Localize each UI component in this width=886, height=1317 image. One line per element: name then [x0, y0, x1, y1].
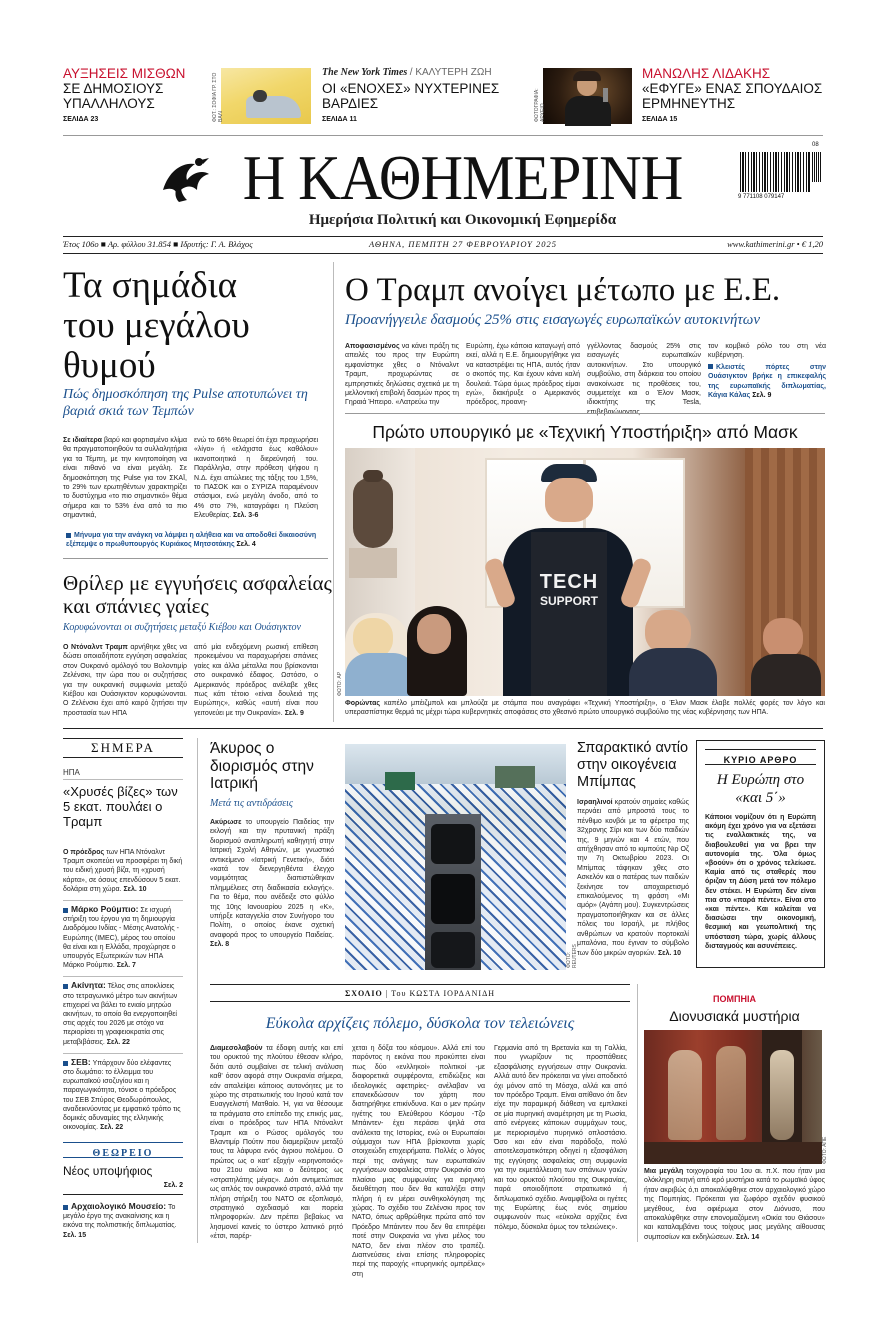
barcode-issue: 08	[812, 142, 819, 148]
lead-in: Ισραηλινοί	[577, 799, 613, 806]
editorial-title[interactable]: Η Ευρώπη στο «και 5΄»	[716, 772, 805, 806]
website-price[interactable]: www.kathimerini.gr • € 1,20	[727, 239, 823, 249]
bibas-funeral-photo	[345, 744, 566, 970]
divider	[210, 984, 630, 985]
comment-header: ΣΧΟΛΙΟ | Του ΚΩΣΤΑ ΙΟΡΔΑΝΙΔΗ	[345, 989, 495, 998]
body-text: γγέλλοντας δασμούς 25% στις εισαγωγές ευρωπαϊκών αυτοκινήτων. Στο υπουργικό συμβούλιο, στη διάρκεια του οποίου ανακοίνωσε τις προθέσεις του, συμμετείχε και ο Έλον Μασκ, ιδιοκτήτης της Tesla,	[587, 343, 701, 407]
photo-credit: ΦΩΤΟΓΡΑΦΙΑ: ΑΡΧΕΙΟ	[534, 88, 546, 122]
today-section: ΗΠΑ	[63, 768, 80, 777]
body-text: Γερμανία από τη Βρετανία και τη Γαλλία, που γνωρίζουν τις προσπάθειες εξασφάλισης εγγυήσεων στην Ουκρανία. Αλλά αυτό δεν πρόκειται να γίνει αποδεκτό όχι μόνον από τη Μόσχα, αλλά και από τον πρόεδρο Τραμπ. Είναι απίθανο ότι δεν είχε την παραμικρή διάθεση να εμπλακεί σε μία πυρηνική αναμέτρηση με τη Ρωσία, από ενέργειες κάποιων συμμάχων τους, με περιορισμένο πυρηνικό οπλοστάσιο. Όσο και εάν είναι παράδοξο, πολύ αποτελεσματικότερη οδηγεί η εξασφάλιση της εγγύησης ασφαλείας στη συμφωνία για την εκμετάλλευση των σπάνιων γαιών και του ορυκτού πλούτου της Ουκρανίας, παρά οποιοδήποτε στρατιωτικό ή διπλωματικό σχέδιο. Αναμφίβολα οι ηγέτες της Ευρώπης έως ενός σημείου συμφωνούν πως «εύκολα αρχίζεις ένα πόλεμο, δύσκολα όμως τον τελειώνεις».	[494, 1045, 627, 1231]
pompeii-kicker: ΠΟΜΠΗΙΑ	[713, 994, 756, 1004]
item-text: Το μεγάλο έργο της ανακαίνισης και η εικόνα της πολιτιστικής διπλωματίας.	[63, 1204, 177, 1230]
surgery-headline[interactable]: Άκυρος ο διορισμός στην Ιατρική	[210, 740, 314, 792]
divider	[63, 728, 823, 729]
body-text: βαρύ και φορτισμένο κλίμα θα πραγματοποιηθούν τα συλλαλητήρια για τα Τέμπη, με την κινητοποίηση να είναι πιθανό να είναι μεγάλη. Σε δημοσκόπηση της Pulse για τον ΣΚΑΪ, το 29% των ερωτηθέντων χαρακτηρίζει το δυστύχημα «το πιο σημαντικό» θέμα σήμερα και το 53% ένα από τα πιο σημαντικά,	[63, 437, 187, 520]
divider	[63, 253, 823, 254]
teaser-page: ΣΕΛΙΔΑ 23	[63, 116, 99, 123]
comment-label: ΣΧΟΛΙΟ	[345, 989, 383, 998]
minerals-subtitle: Κορυφώνονται οι συζητήσεις μεταξύ Κιέβου και Ουάσιγκτον	[63, 622, 301, 633]
bullet-icon	[63, 908, 68, 913]
page-ref[interactable]: Σελ. 8	[210, 941, 230, 949]
page-ref: Σελ. 10	[123, 885, 147, 893]
teaser-nyt-photo	[221, 68, 311, 124]
bullet-text: Μήνυμα για την ανάγκη να λάμψει η αλήθεια και να αποδοθεί δικαιοσύνη εξέπεμψε ο πρωθυπουργός Κυριάκος Μητσοτάκης	[66, 532, 317, 548]
divider	[210, 1001, 630, 1002]
israel-body	[577, 798, 689, 970]
body-text: ενώ το 66% θεωρεί ότι έχει προχωρήσει «λίγο» ή «ελάχιστα έως καθόλου» ικανοποιητικά η διερεύνησή του. Παράλληλα, στην πρόθεση ψήφου η Ν.Δ. έχει απώλειες της τάξης του 1,5%, το ΠΑΣΟΚ και ο ΣΥΡΙΖΑ παραμένουν στάσιμοι, ενώ μεγάλη άνοδο, από το 4% στο 7%, καταγράφει η Πλεύση Ελευθερίας.	[194, 437, 318, 520]
today-item[interactable]	[63, 905, 183, 970]
lead-in: Ο Ντόναλντ Τραμπ	[63, 644, 128, 651]
editorial-body: Κάποιοι νομίζουν ότι η Ευρώπη ακόμη έχει χρόνο για να εξετάσει τις εναλλακτικές της, να διαβουλευθεί για να βρει την αυτονομία της. Όλα όμως «βοούν» ότι ο χρόνος τελείωσε. Καμία από τις σταθερές που όριζαν τη Δύση μετά τον πόλεμο δεν στέκει. Η Ευρώπη δεν είναι πια στο «παρά πέντε». Είναι στο «και πέντε». Και καλείται να διασώσει την οικονομική, θεσμική και γεωπολιτική της υπόσταση τώρα, χωρίς άλλους δισταγμούς και ασυνέπειες.	[705, 814, 816, 950]
trump-col4	[708, 342, 826, 408]
body-text: από μία ενδεχόμενη ρωσική επίθεση προκειμένου να παραχωρήσει σπάνιες γαίες και άλλα μέταλλα που βρίσκονται στο ουκρανικό έδαφος. Ωστόσο, ο Αμερικανός πρόεδρος ανέλαβε χθες πως κάτι τέτοιο «είναι δουλειά της Ευρώπης», καθώς «αυτή είναι που γειτονεύει με την Ουκρανία».	[194, 644, 318, 717]
body-text: να κάνει πράξη τις απειλές του προς την Ευρώπη εμφανίστηκε χθες ο Ντόναλντ Τραμπ, προχωρώντας σε εμπρηστικές δηλώσεις σχετικά με τη μελλοντική επιβολή δασμών προς τη Γηραιά Ήπειρο. «Λατρεύω την	[345, 343, 459, 407]
teaser-lidakis-photo	[543, 68, 632, 124]
bullet-icon	[63, 1061, 68, 1066]
lead-in: Ο πρόεδρος	[63, 849, 105, 856]
photo-credit: ΦΩΤΟ: REUTERS	[566, 944, 578, 968]
column-divider	[197, 738, 198, 1243]
trump-col3	[587, 342, 701, 408]
item-text: Υπάρχουν δύο ελέφαντες στο δωμάτιο: το έλλειμμα του ευρωπαϊκού ισοζυγίου και η παραγωγικότητα, τόνισε ο πρόεδρος του ΣΕΒ Σπύρος Θεοδωρόπουλος, αναδεικνύοντας με εμφατικό τρόπο τις δομικές αδυναμίες της ελληνικής οικονομίας.	[63, 1059, 181, 1132]
today-item[interactable]	[63, 1058, 183, 1133]
teaser-kicker: ΑΥΞΗΣΕΙΣ ΜΙΣΘΩΝ	[63, 66, 186, 81]
poll-headline[interactable]: Τα σημάδια του μεγάλου θυμού	[63, 265, 250, 386]
today-headline[interactable]: «Χρυσές βίζες» των 5 εκατ. πουλάει ο Τραμπ	[63, 784, 178, 829]
teaser-kicker: ΜΑΝΩΛΗΣ ΛΙΔΑΚΗΣ	[642, 66, 771, 81]
barcode	[738, 142, 822, 206]
masthead-info-bar	[63, 239, 823, 251]
body-text: χεται η δόξα του κόσμου». Αλλά επί του παρόντος η εικόνα που προκύπτει είναι πως δύο «ενλληκοί» πολιτικοί -με διαφορετικά συμφέροντα, επιδιώξεις και ιδεολογικές αφετηρίες- ανέλαβαν να επανεκδώσουν τον χάρτη που διατηρήθηκε επικίνδυνα. Και ο μεν πρώην ηγέτης του Ελεύθερου Κόσμου -Τζο Μπάιντεν- έχει περάσει ψηλά στα ανάλεκτα της Ιστορίας, ενώ οι Ευρωπαίοι σύμμαχοι των ΗΠΑ βρίσκονται χωρίς στοιχειώδη επιχειρήματα. Πολλές ο λόγος περί της ανάγκης των ευρωπαϊκών εγγυήσεων ασφαλείας στην Ουκρανία στο πλαίσιο μιας συμφωνίας για ειρηνική διευθέτηση που δεν θα καταλήξει στην πλήρη ή εν μέρει συνθηκολόγηση της χώρας. Το σχέδιο του Ζελένσκι προς τον ΝΑΤΟ, όπως αρθρώθηκε πρώτα από τον Πρόεδρο Μπάιντεν που δεν θα επιτρέψει ποτέ στην Ουκρανία να γίνει μέλος του ΝΑΤΟ, δεν είναι πλέον στο τραπέζι. Διαπνεύσεις είναι επίσης πληροφορίες περί της παροχής «πυρηνικής ομπρέλας» στη	[352, 1045, 485, 1278]
surgery-body	[210, 818, 334, 968]
masthead-subtitle: Ημερήσια Πολιτική και Οικονομική Εφημερίδα	[308, 212, 617, 228]
teaser-lidakis[interactable]	[642, 66, 832, 123]
issue-info: Έτος 106ο ■ Αρ. φύλλου 31.854 ■ Ιδρυτής: Γ. Α. Βλάχος	[63, 239, 253, 249]
column-divider	[637, 984, 638, 1242]
comment-col1	[210, 1044, 343, 1242]
lead-in: Σε ιδιαίτερα	[63, 437, 102, 444]
lead-in: Αποφασισμένος	[345, 343, 400, 350]
divider	[63, 135, 823, 136]
shirt-text-tech: TECH	[539, 571, 599, 593]
musk-caption	[345, 699, 825, 719]
trump-bullet[interactable]	[708, 363, 826, 401]
lead-in: ΣΕΒ:	[71, 1056, 91, 1067]
date-line: ΑΘΗΝΑ, ΠΕΜΠΤΗ 27 ΦΕΒΡΟΥΑΡΙΟΥ 2025	[369, 239, 557, 249]
musk-headline[interactable]: Πρώτο υπουργικό με «Τεχνική Υποστήριξη» από Μασκ	[372, 422, 798, 442]
barcode-number: 9 771108 079147	[738, 194, 785, 200]
today-label: ΣΗΜΕΡΑ	[91, 740, 155, 755]
bullet-text: Κλειστές πόρτες στην Ουάσιγκτον βρήκε η επικεφαλής της ευρωπαϊκής διπλωματίας, Κάγια Κάλας	[708, 363, 826, 400]
item-text: των ΗΠΑ Ντόναλντ Τραμπ σκοπεύει να προσφέρει τη δική του ειδική χρυσή βίζα, τη «χρυσή κάρτα», σε όσους επενδύσουν 5 εκατ. δολάρια στη χώρα.	[63, 849, 183, 893]
lead-in: Ακίνητα:	[71, 980, 106, 991]
column-divider	[333, 262, 334, 722]
page-ref: Σελ. 7	[116, 962, 136, 970]
body-text: τοιχογραφία του 1ου αι. π.Χ. που ήταν μια ολόκληρη σκηνή από ιερό μυστήριο κατά το ρωμαϊκό ύφος ήταν ακριβώς ό,τι αποκαλύφθηκε στον αρχαιολογικό χώρο της Πομπηίας. Πρόκειται για ζωφόρο σχεδόν φυσικού μεγέθους, ένα αφιέρωμα στον Διόνυσο, που αποκαλύφθηκε στην επονομαζόμενη «Οικία του Θιάσου» και καταλαμβάνει τους τοίχους μιας μεγάλης αίθουσας συμποσίων και εκδηλώσεων.	[644, 1168, 825, 1241]
page-ref[interactable]: Σελ. 10	[657, 949, 682, 957]
nyt-logo: The New York Times	[322, 67, 408, 78]
poll-col1	[63, 436, 187, 521]
pompeii-body	[644, 1167, 825, 1243]
divider	[63, 236, 823, 237]
teaser-page: ΣΕΛΙΔΑ 15	[642, 116, 678, 123]
photo-credit: ΦΩΤ.: ΣΟΦΙΑ ΓΡ. ΣΤΟ ΒΑΛΙ	[212, 72, 224, 122]
lead-in: Ακύρωσε	[210, 819, 242, 826]
photo-credit: ΦΩΤΟ: AP	[337, 671, 343, 696]
israel-headline[interactable]: Σπαρακτικό αντίο στην οικογένεια Μπίμπας	[577, 740, 689, 790]
theoreio-label: ΘΕΩΡΕΙΟ	[92, 1148, 154, 1159]
body-text: τον κομβικό ρόλο του στη νέα κυβέρνηση.	[708, 343, 826, 360]
teaser-kicker: / ΚΑΛΥΤΕΡΗ ΖΩΗ	[409, 67, 492, 78]
trump-subtitle: Προανήγγειλε δασμούς 25% στις εισαγωγές ευρωπαϊκών αυτοκινήτων	[345, 312, 761, 328]
divider	[345, 413, 825, 414]
item-text: Τέλος στις αποκλίσεις στο τετραγωνικό μέτρο των ακινήτων επιχειρεί να βάλει το ενιαίο μητρώο ακινήτων, το οποίο θα ενεργοποιηθεί στις αρχές του 2026 με στόχο να περιορίσει τη γραφειοκρατία στις μεταβιβάσεις.	[63, 983, 178, 1046]
lead-in: Διαμεσολαβούν	[210, 1045, 263, 1052]
divider	[63, 558, 328, 559]
page-ref: Σελ. 22	[106, 1038, 130, 1046]
today-item[interactable]	[63, 981, 183, 1046]
comment-col2	[352, 1044, 485, 1278]
body-text: τα έδαφη αυτής και επί του ορυκτού της πλούτου έθεσαν κλήρο, διότι αυτό συμβαίνει σε τελική ανάλυση καθ' όσον αφορά στην Ουκρανία σήμερα, εάν απαλείψει κάποιος αυτονόητες με το χώρο της στρατιωτικής του Ιησού κατά τον Ευαγγελιστή Ματθαίο. Ή, για να θέσουμε τα πράγματα στο επίπεδο της επικής μας, είναι ο πρόεδρος των ΗΠΑ Ντόναλντ Τραμπ και ο Ρώσος ομόλογός του Βλαντιμίρ Πούτιν που διαμερίζουν μεταξύ τους τα λάφυρα ενός άγριου πολέμου. Ο πρώτος ως ο κατ' εξοχήν «ειρηνοποιός» του 21ου αιώνα και ο δεύτερος ως «στρατηλάτης μέγας». Διότι αντιμετώπισε ως απλός τον ουκρανικό στρατό, αλλά την πλήρη στήριξη του ΝΑΤΟ σε εξοπλισμό, στρατηγικό σχεδιασμό και πορεία πληροφοριών. Δεν πρέπει βεβαίως να λησμονεί κανείς το ύστερο λατινικό ρητό «έτσι, παρέρ-	[210, 1045, 343, 1241]
masthead-logo-icon	[155, 150, 215, 206]
page-ref: Σελ. 4	[236, 541, 256, 548]
musk-photo	[345, 448, 825, 696]
teaser-salaries[interactable]	[63, 66, 203, 123]
poll-bullet[interactable]	[66, 531, 328, 549]
trump-col1	[345, 342, 459, 408]
editorial-label: ΚΥΡΙΟ ΑΡΘΡΟ	[723, 755, 798, 765]
pompeii-headline[interactable]: Διονυσιακά μυστήρια	[669, 1008, 800, 1024]
bullet-icon	[63, 1205, 68, 1210]
arch-museum-item[interactable]	[63, 1202, 183, 1240]
surgery-subtitle: Μετά τις αντιδράσεις	[210, 798, 293, 809]
teaser-title: ΣΕ ΔΗΜΟΣΙΟΥΣ ΥΠΑΛΛΗΛΟΥΣ	[63, 81, 164, 111]
trump-headline[interactable]: Ο Τραμπ ανοίγει μέτωπο με Ε.Ε.	[345, 272, 781, 308]
divider	[63, 779, 183, 780]
teaser-page: ΣΕΛΙΔΑ 11	[322, 116, 357, 123]
body-text: κρατούν σημαίες καθώς περνάει από μπροστά τους το πένθιμο κονβόι με τα φέρετρα της 32χρονης Σίρι και των δύο παιδιών της, 9 μηνών και 4 ετών, που απήχθησαν από το κιμπούτς Νιρ Οζ την 7η Οκτωβρίου 2023. Οι Μπίμπας τάφηκαν χθες στο Ασκελόν και ο πατέρας των παιδιών ξεκίνησε τον αποχαιρετισμό επικαλούμενος τη φράση «Μι αμόρ» (Αγάπη μου). Συγκεντρώσεις πραγματοποιήθηκαν και σε άλλες πόλεις του Ισραήλ, με πλήθος ανθρώπων να κρατούν πορτοκαλί μπαλόνια, που έγιναν το σύμβολο των δύο μικρών αγοριών.	[577, 799, 689, 957]
page-ref[interactable]: Σελ. 3-6	[233, 512, 259, 520]
trump-col2	[466, 342, 580, 408]
page-ref[interactable]: Σελ. 14	[736, 1233, 760, 1241]
lead-in: Μια μεγάλη	[644, 1168, 684, 1175]
item-text: Σε ισχυρή στήριξη του έργου για τη δημιουργία Διαδρόμου Ινδίας - Μέσης Ανατολής - Ευρώπης (IMEC), μέρος του οποίου θα είναι και η Ελλάδα, προχώρησε ο υπουργός Εξωτερικών των ΗΠΑ Μάρκο Ρούμπιο.	[63, 907, 179, 970]
teaser-title: ΟΙ «ΕΝΟΧΕΣ» ΝΥΧΤΕΡΙΝΕΣ ΒΑΡΔΙΕΣ	[322, 81, 500, 111]
body-text: Ευρώπη, έχω κάποια καταγωγή από εκεί, αλλά η Ε.Ε. δημιουργήθηκε για να καταστρέψει τις ΗΠΑ, αυτός ήταν ο σκοπός της. Και έχουν κάνει καλή δουλειά. Τώρα όμως πρόεδρος είμαι εγώ», διακήρυξε ο Αμερικανός πρόεδρος, προανη-	[466, 343, 580, 407]
minerals-col2	[194, 643, 318, 719]
today-items	[63, 848, 183, 1132]
comment-col3	[494, 1044, 627, 1242]
lead-in: Μάρκο Ρούμπιο:	[71, 904, 139, 915]
lead-in: Φορώντας	[345, 700, 381, 707]
bullet-icon	[63, 984, 68, 989]
bullet-icon	[708, 364, 713, 369]
photo-credit: ΦΩΤΟ: ΑΠΕ	[822, 1136, 828, 1164]
lead-in: Αρχαιολογικό Μουσείο:	[71, 1201, 167, 1211]
editorial-box	[696, 740, 825, 968]
poll-subtitle: Πώς δημοσκόπηση της Pulse αποτυπώνει τη βαριά σκιά των Τεμπών	[63, 387, 308, 419]
page-ref[interactable]: Σελ. 9	[284, 709, 304, 717]
today-item[interactable]	[63, 848, 183, 894]
minerals-col1	[63, 643, 187, 719]
body-text: αρνήθηκε χθες να δώσει οποιαδήποτε εγγύηση ασφαλείας στον Ουκρανό ομόλογό του Βολοντιμίρ Ζελένσκι, την ώρα που οι συζητήσεις για την ουκρανική συμφωνία μεταξύ Κιέβου και Ουάσιγκτον κορυφώνονται. Ο Ζελένσκι έχει από καιρό ζητήσει την προστασία των ΗΠΑ	[63, 644, 187, 717]
shirt-text-support: SUPPORT	[539, 594, 598, 608]
theoreio-title[interactable]: Νέος υποψήφιος	[63, 1164, 153, 1178]
body-text: το υπουργείο Παιδείας την εκλογή και την πρυτανική πράξη διορισμού αναπληρωτή καθηγητή στην Ιατρική Σχολή Αθηνών, με γνωστικό αντικείμενο «Ιατρική Γενετική», διότι «κατά τον διενεργηθέντα έλεγχο νομιμότητας διαπιστώθηκαν πλημμέλειες στη διαδικασία εκλογής». Για το θέμα, που ανέδειξε στο φύλλο της 10ης Ιανουαρίου 2025 η «Κ», υπήρξε καταγγελία στον Συνήγορο του Πολίτη, ο οποίος έκανε σχετική αναφορά προς το υπουργείο Παιδείας.	[210, 819, 334, 939]
bullet-icon	[66, 533, 71, 538]
minerals-headline[interactable]: Θρίλερ με εγγυήσεις ασφαλείας και σπάνιες γαίες	[63, 571, 332, 618]
teaser-title: «ΕΦΥΓΕ» ΕΝΑΣ ΣΠΟΥΔΑΙΟΣ ΕΡΜΗΝΕΥΤΗΣ	[642, 81, 823, 111]
page-ref: Σελ. 9	[752, 392, 772, 400]
theoreio-header	[63, 1142, 183, 1158]
poll-col2	[194, 436, 318, 521]
today-header	[63, 738, 183, 758]
caption-text: καπέλο μπέιζμπολ και μπλούζα με στάμπα που αναγράφει «Τεχνική Υποστήριξη», ο Έλον Μασκ έλαβε πολλές φορές τον λόγο και υπερασπίστηκε θερμά τις μέχρι τώρα κυβερνητικές αποφάσεις στο χθεσινό πρώτο υπουργικό συμβούλιο της νέας κυβέρνησης των ΗΠΑ.	[345, 700, 825, 717]
comment-headline[interactable]: Εύκολα αρχίζεις πόλεμο, δύσκολα τον τελειώνεις	[265, 1015, 575, 1032]
divider	[63, 1194, 183, 1195]
page-ref: Σελ. 2	[163, 1182, 183, 1189]
page-ref: Σελ. 22	[100, 1124, 124, 1132]
page-ref: Σελ. 15	[63, 1231, 87, 1239]
teaser-nyt[interactable]	[322, 66, 532, 123]
comment-author: Του ΚΩΣΤΑ ΙΟΡΔΑΝΙΔΗ	[391, 989, 495, 998]
masthead-title: Η ΚΑΘΗΜΕΡΙΝΗ	[242, 142, 683, 213]
pompeii-fresco-photo	[644, 1030, 822, 1164]
